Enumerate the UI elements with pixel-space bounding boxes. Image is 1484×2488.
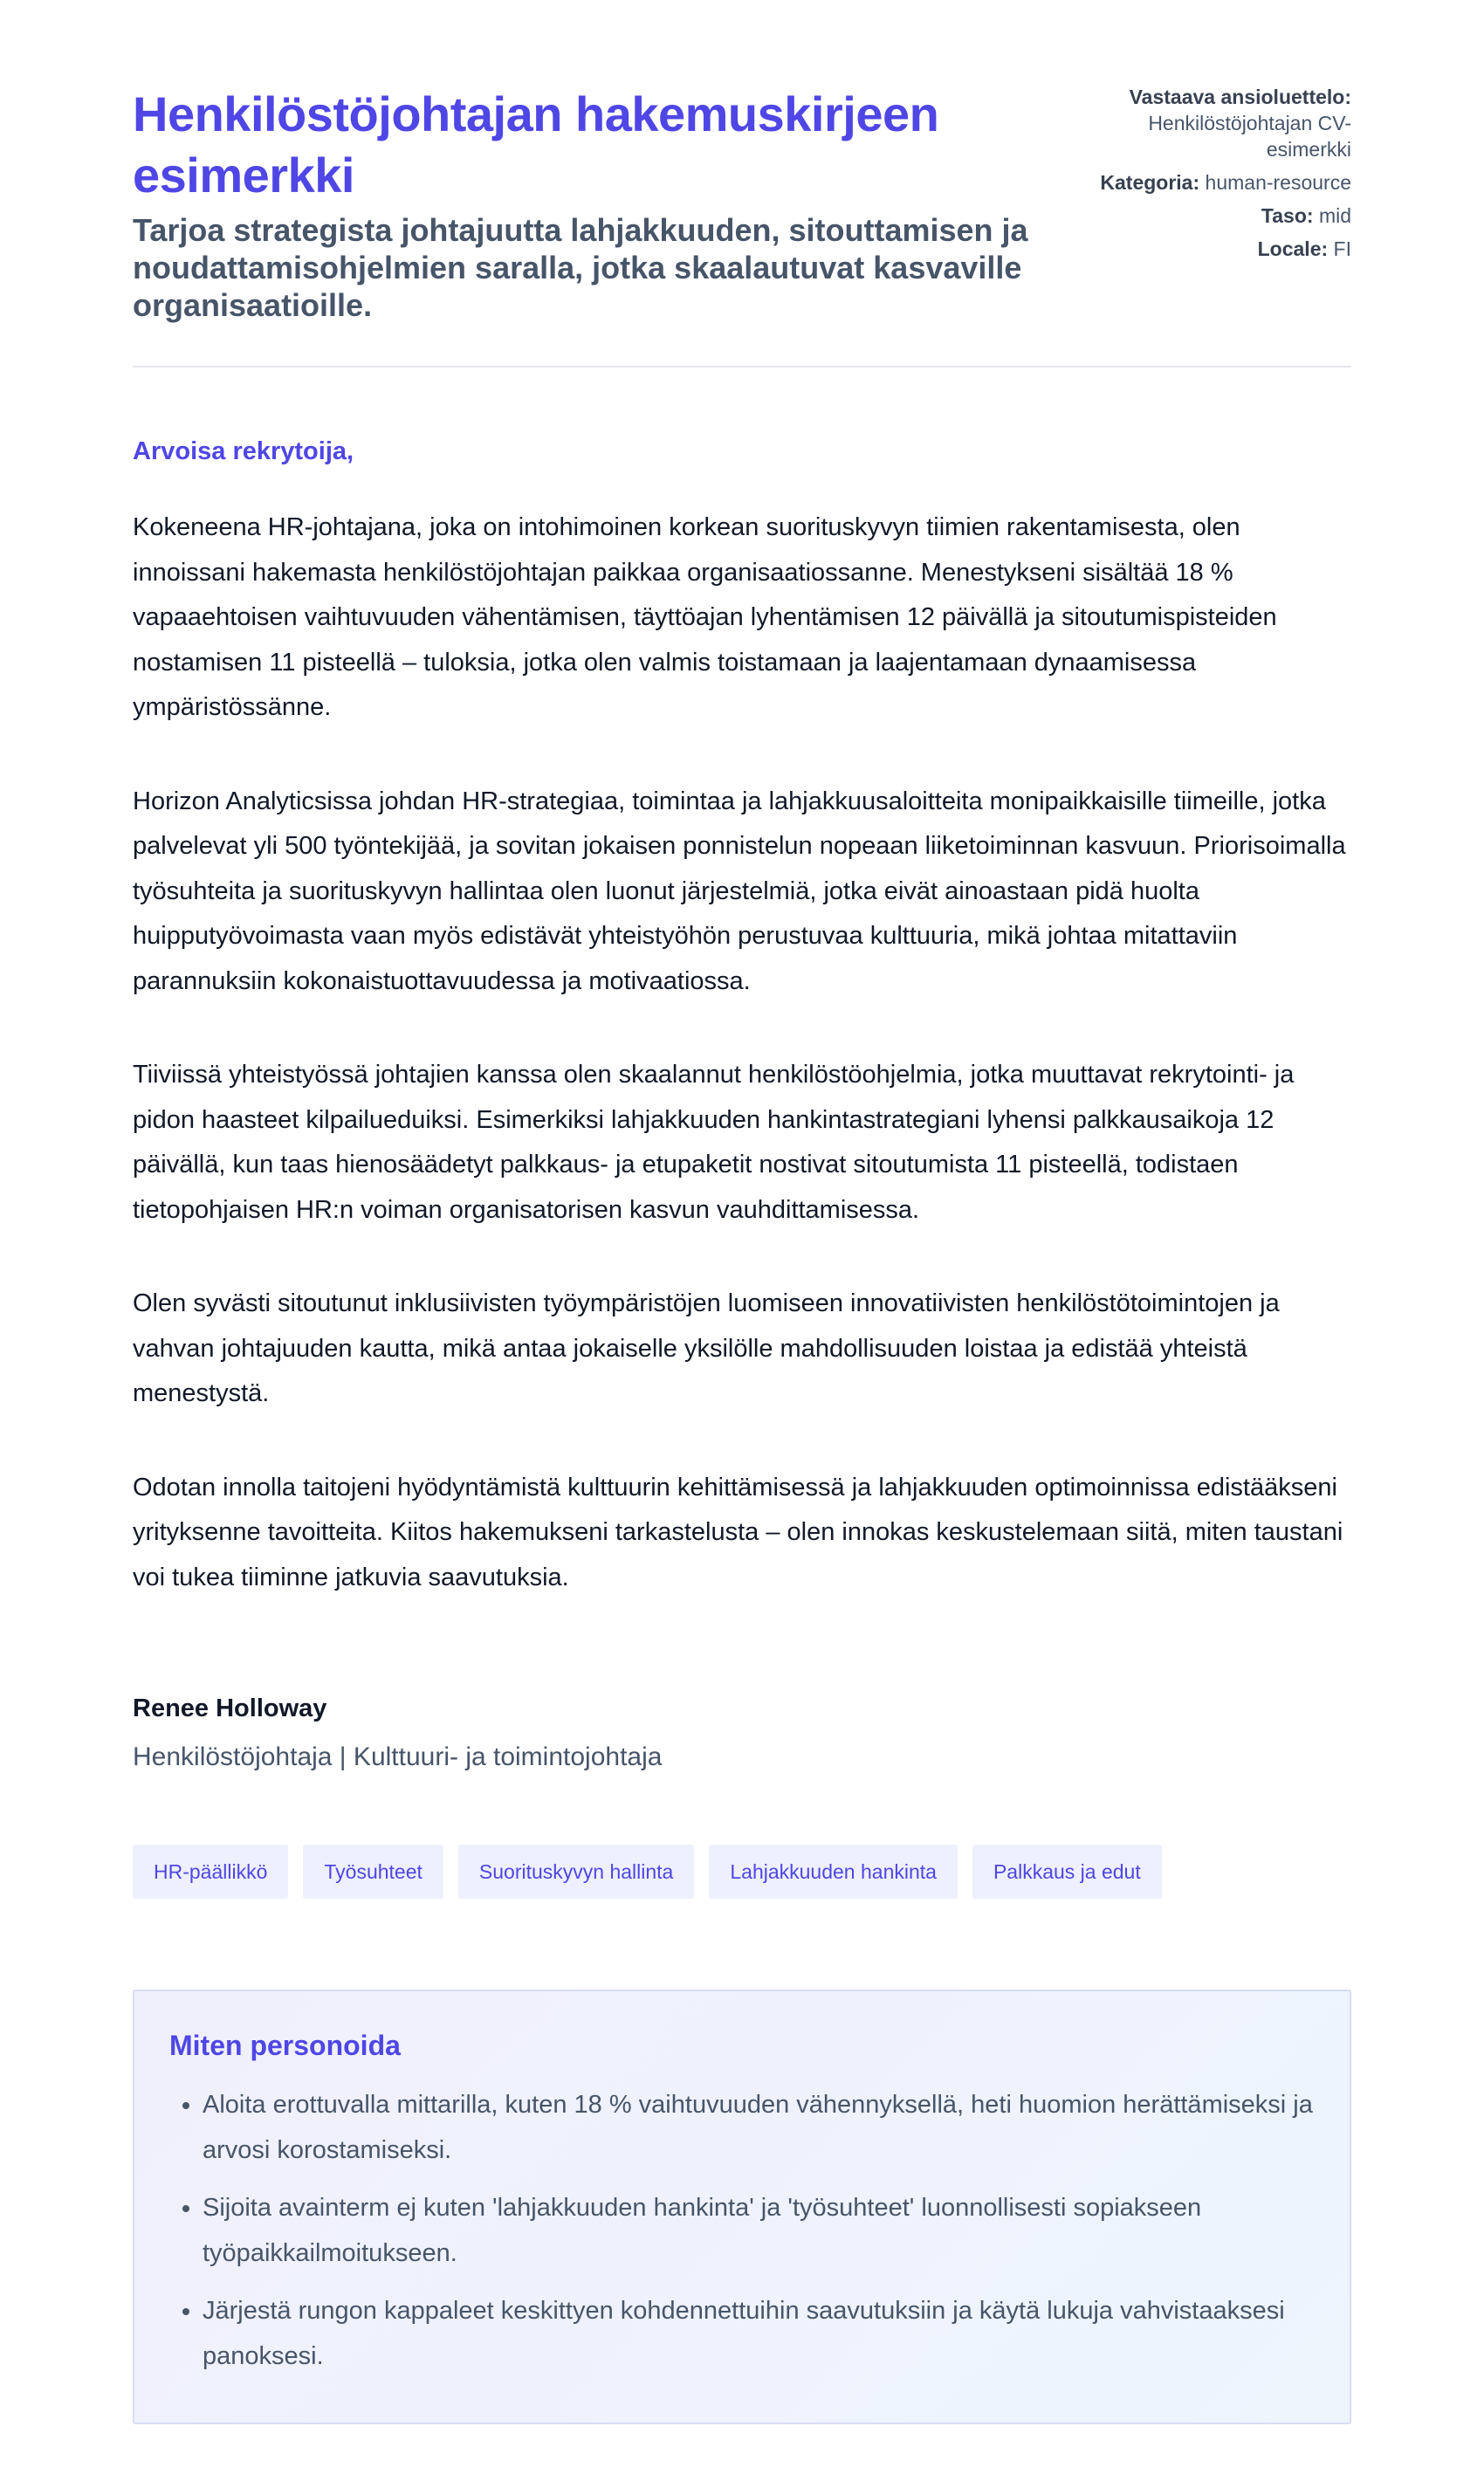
- letter-body: [133, 505, 1351, 1600]
- meta-resume-value: Henkilöstöjohtajan CV-esimerkki: [1148, 112, 1351, 161]
- keyword-tag: Suorituskyvyn hallinta: [458, 1845, 694, 1899]
- keyword-tag: Työsuhteet: [303, 1845, 443, 1899]
- letter-paragraph: Olen syvästi sitoutunut inklusiivisten työympäristöjen luomiseen innovatiivisten henkilöstötoimintojen ja vahvan johtajuuden kautta, mikä antaa jokaiselle yksilölle mahdollisuuden loistaa ja edistää yhteistä menestystä.: [133, 1289, 1280, 1407]
- keyword-tag: Palkkaus ja edut: [972, 1845, 1162, 1899]
- keyword-tag: Lahjakkuuden hankinta: [709, 1845, 958, 1899]
- meta-category-value: human-resource: [1205, 171, 1351, 194]
- tips-title: Miten personoida: [169, 2030, 401, 2061]
- letter-greeting: Arvoisa rekrytoija,: [133, 437, 354, 465]
- meta-locale-key: Locale:: [1257, 237, 1329, 260]
- keyword-tags: [133, 1845, 1351, 1899]
- meta-resume-key: Vastaava ansioluettelo:: [1129, 86, 1351, 108]
- keyword-tag: HR-päällikkö: [133, 1845, 288, 1899]
- letter-paragraph: Horizon Analyticsissa johdan HR-strategiaa, toimintaa ja lahjakkuusaloitteita monipaikkaisille tiimeille, jotka palvelevat yli 500 työntekijää, ja sovitan jokaisen ponnistelun nopeaan liiketoiminnan kasvuun. Priorisoimalla työsuhteita ja suorituskyvyn hallintaa olen luonut järjestelmiä, jotka eivät ainoastaan pidä huolta huipputyövoimasta vaan myös edistävät yhteistyöhön perustuvaa kulttuuria, mikä johtaa mitattaviin parannuksiin kokonaistuottavuudessa ja motivaatiossa.: [133, 787, 1346, 995]
- meta-level-key: Taso:: [1261, 204, 1314, 227]
- page-header: [133, 84, 1351, 368]
- tip-item: • Aloita erottuvalla mittarilla, kuten 18 % vaihtuvuuden vähennyksellä, heti huomion herättämiseksi ja arvosi korostamiseksi.: [203, 2082, 1315, 2173]
- letter-paragraph: Kokeneena HR-johtajana, joka on intohimoinen korkean suorituskyvyn tiimien rakentamisesta, olen innoissani hakemasta henkilöstöjohtajan paikkaa organisaatiossanne. Menestykseni sisältää 18 % vapaaehtoisen vaihtuvuuden vähentämisen, täyttöajan lyhentämisen 12 päivällä ja sitoutumispisteiden nostamisen 11 pisteellä – tuloksia, jotka olen valmis toistamaan ja laajentamaan dynaamisessa ympäristössänne.: [133, 513, 1277, 721]
- meta-locale: [1089, 236, 1351, 262]
- signature-name: Renee Holloway: [133, 1694, 327, 1722]
- signature-block: [133, 1691, 1351, 1775]
- tip-item: • Sijoita avainterm ej kuten 'lahjakkuuden hankinta' ja 'työsuhteet' luonnollisesti sopiakseen työpaikkailmoitukseen.: [203, 2185, 1315, 2276]
- meta-level-value: mid: [1318, 204, 1351, 227]
- personalization-tips: [133, 1990, 1351, 2424]
- header-titles: [133, 84, 1075, 324]
- signature-role: Henkilöstöjohtaja | Kulttuuri- ja toimintojohtaja: [133, 1742, 663, 1771]
- meta-resume: [1089, 84, 1351, 162]
- tips-list: [169, 2082, 1315, 2379]
- meta-category: [1089, 169, 1351, 196]
- page-subtitle: Tarjoa strategista johtajuutta lahjakkuuden, sitouttamisen ja noudattamisohjelmien saralla, jotka skaalautuvat kasvaville organisaatioille.: [133, 212, 1028, 323]
- tip-item: • Järjestä rungon kappaleet keskittyen kohdennettuihin saavutuksiin ja käytä lukuja vahvistaaksesi panoksesi.: [203, 2288, 1315, 2379]
- letter-paragraph: Odotan innolla taitojeni hyödyntämistä kulttuurin kehittämisessä ja lahjakkuuden optimoinnissa edistääkseni yrityksenne tavoitteita. Kiitos hakemukseni tarkastelusta – olen innokas keskustelemaan siitä, miten taustani voi tukea tiiminne jatkuvia saavutuksia.: [133, 1473, 1343, 1591]
- letter-paragraph: Tiiviissä yhteistyössä johtajien kanssa olen skaalannut henkilöstöohjelmia, jotka muuttavat rekrytointi- ja pidon haasteet kilpailueduiksi. Esimerkiksi lahjakkuuden hankintastrategiani lyhensi palkkausaikoja 12 päivällä, kun taas hienosäädetyt palkkaus- ja etupaketit nostivat sitoutumista 11 pisteellä, todistaen tietopohjaisen HR:n voiman organisatorisen kasvun vauhdittamisessa.: [133, 1061, 1295, 1224]
- meta-category-key: Kategoria:: [1100, 171, 1200, 194]
- meta-level: [1089, 203, 1351, 229]
- page-title: Henkilöstöjohtajan hakemuskirjeen esimerkki: [133, 86, 939, 203]
- meta-panel: [1089, 84, 1351, 269]
- meta-locale-value: FI: [1333, 237, 1351, 260]
